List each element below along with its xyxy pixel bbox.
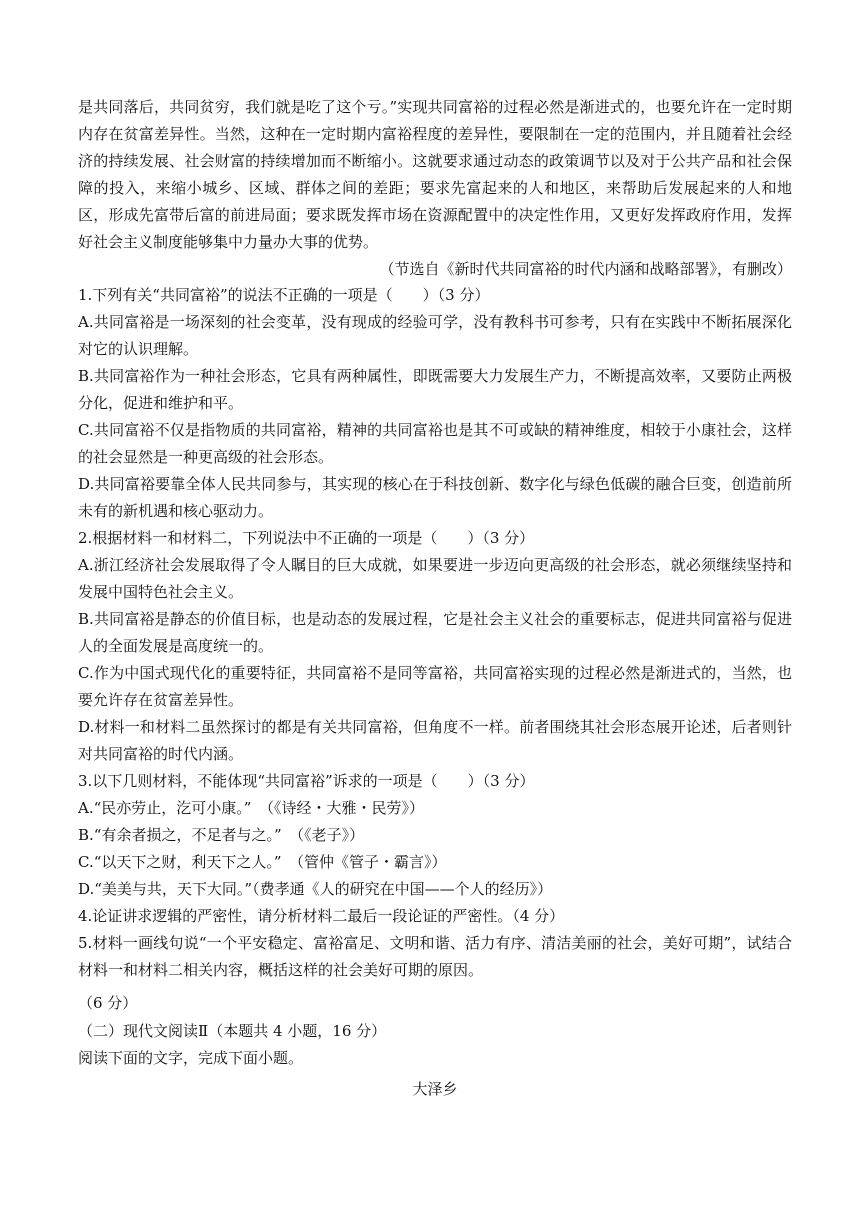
question-2-stem: 2.根据材料一和材料二，下列说法中不正确的一项是（ ）（3 分）: [78, 529, 535, 547]
question-3-option-a: A.“民亦劳止，汔可小康。” （《诗经・大雅・民劳》）: [78, 799, 424, 817]
section-2-title-block: [78, 1076, 792, 1103]
question-5: [78, 930, 792, 984]
question-5-stem: 5.材料一画线句说“一个平安稳定、富裕富足、文明和谐、活力有序、清洁美丽的社会，美好可期”，试结合材料一和材料二相关内容，概括这样的社会美好可期的原因。: [78, 934, 792, 979]
section-2-heading: （二）现代文阅读Ⅱ（本题共 4 小题，16 分）: [78, 1022, 387, 1040]
question-5-score-block: [78, 990, 792, 1017]
question-3: [78, 768, 792, 903]
section-2-title: 大泽乡: [412, 1080, 458, 1098]
question-1-option-d: D.共同富裕要靠全体人民共同参与，其实现的核心在于科技创新、数字化与绿色低碳的融合巨变，创造前所未有的新机遇和核心驱动力。: [78, 475, 792, 520]
question-4-stem: 4.论证讲求逻辑的严密性，请分析材料二最后一段论证的严密性。（4 分）: [78, 907, 565, 925]
passage-block: [78, 94, 792, 283]
section-2-instruction: 阅读下面的文字，完成下面小题。: [78, 1049, 304, 1067]
question-1: [78, 282, 792, 525]
question-2-option-d: D.材料一和材料二虽然探讨的都是有关共同富裕，但角度不一样。前者围绕其社会形态展开论述，后者则针对共同富裕的时代内涵。: [78, 718, 792, 763]
passage-paragraph: 是共同落后，共同贫穷，我们就是吃了这个亏。”实现共同富裕的过程必然是渐进式的，也要允许在一定时期内存在贫富差异性。当然，这种在一定时期内富裕程度的差异性，要限制在一定的范围内，并且随着社会经济的持续发展、社会财富的持续增加而不断缩小。这就要求通过动态的政策调节以及对于公共产品和社会保障的投入，来缩小城乡、区域、群体之间的差距；要求先富起来的人和地区，来帮助后发展起来的人和地区，形成先富带后富的前进局面；要求既发挥市场在资源配置中的决定性作用，又更好发挥政府作用，发挥好社会主义制度能够集中力量办大事的优势。: [78, 98, 792, 251]
question-2-option-a: A.浙江经济社会发展取得了令人瞩目的巨大成就，如果要进一步迈向更高级的社会形态，就必须继续坚持和发展中国特色社会主义。: [78, 556, 792, 601]
question-1-option-c: C.共同富裕不仅是指物质的共同富裕，精神的共同富裕也是其不可或缺的精神维度，相较于小康社会，这样的社会显然是一种更高级的社会形态。: [78, 421, 792, 466]
question-3-option-c: C.“以天下之财，利天下之人。” （管仲《管子・霸言》）: [78, 853, 447, 871]
question-2-option-b: B.共同富裕是静态的价值目标，也是动态的发展过程，它是社会主义社会的重要标志，促进共同富裕与促进人的全面发展是高度统一的。: [78, 610, 792, 655]
question-3-option-d: D.“美美与共，天下大同。”（费孝通《人的研究在中国——个人的经历》）: [78, 880, 553, 898]
question-1-option-a: A.共同富裕是一场深刻的社会变革，没有现成的经验可学，没有教科书可参考，只有在实践中不断拓展深化对它的认识理解。: [78, 313, 792, 358]
question-3-stem: 3.以下几则材料，不能体现“共同富裕”诉求的一项是（ ）（3 分）: [78, 772, 535, 790]
question-1-option-b: B.共同富裕作为一种社会形态，它具有两种属性，即既需要大力发展生产力，不断提高效率，又要防止两极分化，促进和维护和平。: [78, 367, 792, 412]
question-4: [78, 903, 792, 930]
section-2: [78, 1018, 792, 1072]
question-2-option-c: C.作为中国式现代化的重要特征，共同富裕不是同等富裕，共同富裕实现的过程必然是渐进式的，当然，也要允许存在贫富差异性。: [78, 664, 792, 709]
question-5-score: （6 分）: [78, 994, 138, 1012]
question-2: [78, 525, 792, 768]
question-1-stem: 1.下列有关“共同富裕”的说法不正确的一项是（ ）（3 分）: [78, 286, 490, 304]
question-3-option-b: B.“有余者损之，不足者与之。” （《老子》）: [78, 826, 365, 844]
passage-source: （节选自《新时代共同富裕的时代内涵和战略部署》，有删改）: [379, 260, 792, 278]
